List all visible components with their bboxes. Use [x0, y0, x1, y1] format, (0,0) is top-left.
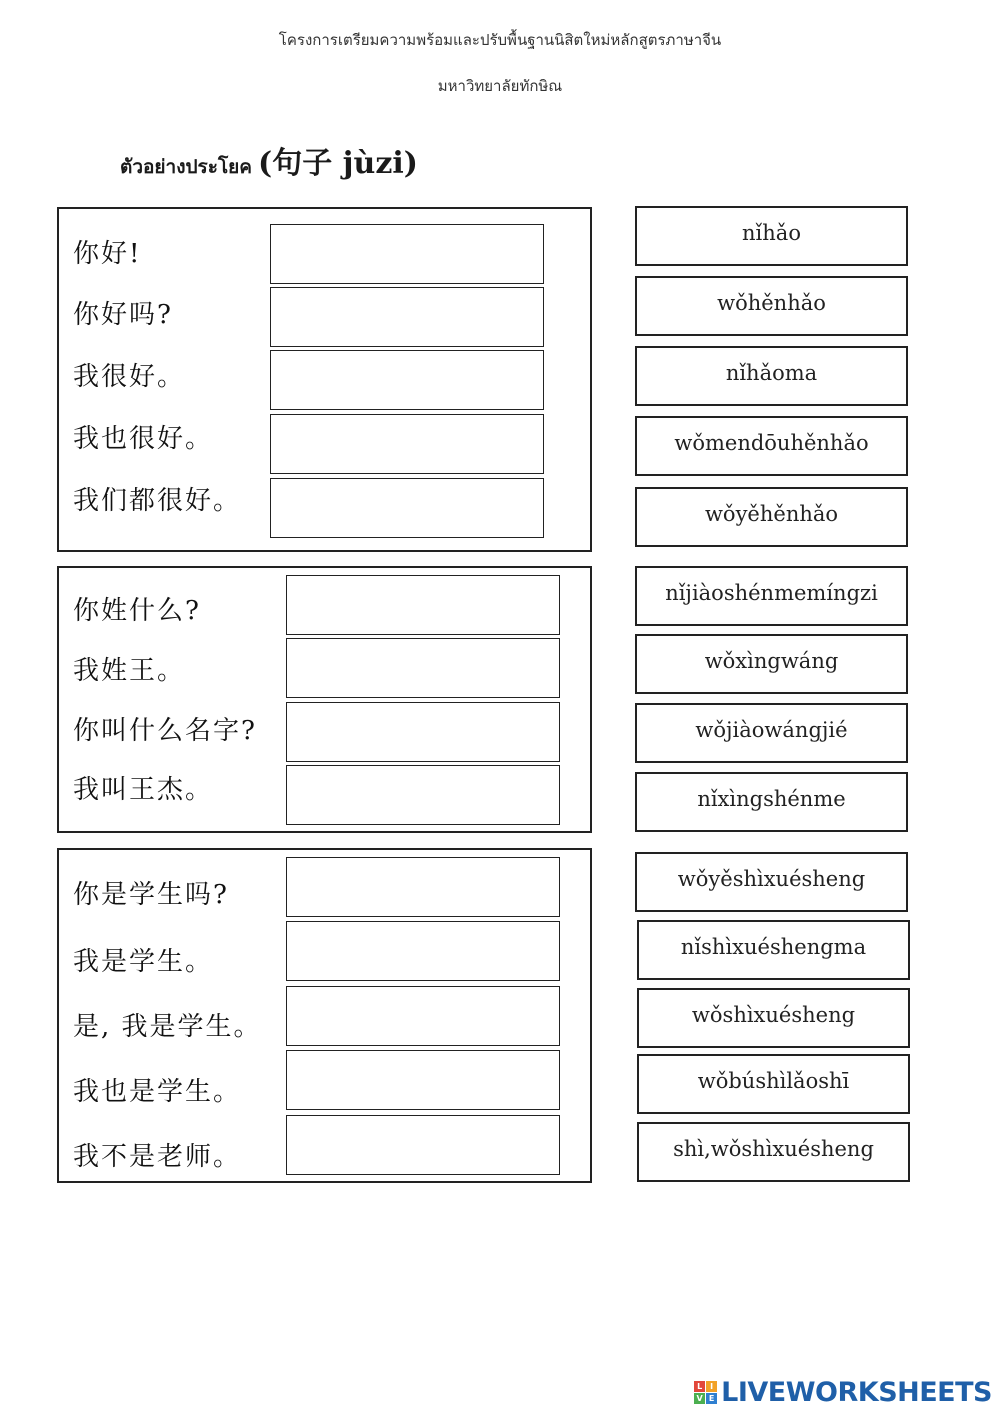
answer-drop-box[interactable]: [270, 287, 544, 347]
sentence: 我姓王。: [73, 656, 186, 686]
pinyin-card[interactable]: wǒyěshìxuésheng: [635, 852, 908, 912]
sentence: 我很好。: [73, 362, 186, 392]
pinyin-card[interactable]: wǒhěnhǎo: [635, 276, 908, 336]
answer-drop-box[interactable]: [286, 765, 560, 825]
answer-drop-box[interactable]: [270, 224, 544, 284]
answer-drop-box[interactable]: [286, 986, 560, 1046]
pinyin-card[interactable]: wǒxìngwáng: [635, 634, 908, 694]
sentence: 你是学生吗?: [73, 880, 229, 910]
sentence: 是, 我是学生。: [73, 1012, 262, 1042]
pinyin-card[interactable]: nǐshìxuéshengma: [637, 920, 910, 980]
answer-drop-box[interactable]: [286, 921, 560, 981]
sentence: 我叫王杰。: [73, 775, 214, 805]
header-program-title: โครงการเตรียมความพร้อมและปรับพื้นฐานนิสิตใหม่หลักสูตรภาษาจีน: [278, 31, 722, 49]
sentence: 你好!: [73, 239, 142, 269]
liveworksheets-logo-icon: [694, 1381, 717, 1404]
pinyin-card[interactable]: nǐhǎo: [635, 206, 908, 266]
sentence: 我也是学生。: [73, 1077, 242, 1107]
logo-letter: L: [694, 1381, 705, 1392]
sentence: 你好吗?: [73, 300, 173, 330]
title-thai: ตัวอย่างประโยค: [120, 156, 253, 178]
title-chinese: (句子 jùzi): [258, 146, 418, 181]
answer-drop-box[interactable]: [286, 857, 560, 917]
answer-drop-box[interactable]: [286, 638, 560, 698]
answer-drop-box[interactable]: [270, 478, 544, 538]
pinyin-card[interactable]: wǒmendōuhěnhǎo: [635, 416, 908, 476]
answer-drop-box[interactable]: [286, 1115, 560, 1175]
pinyin-card[interactable]: nǐhǎoma: [635, 346, 908, 406]
answer-drop-box[interactable]: [286, 702, 560, 762]
sentence: 我也很好。: [73, 424, 214, 454]
sentence: 我是学生。: [73, 947, 214, 977]
brand-text: LIVEWORKSHEETS: [721, 1376, 992, 1408]
sentence: 我不是老师。: [73, 1142, 242, 1172]
pinyin-card[interactable]: nǐxìngshénme: [635, 772, 908, 832]
sentence: 我们都很好。: [73, 486, 242, 516]
pinyin-card[interactable]: wǒyěhěnhǎo: [635, 487, 908, 547]
logo-letter: E: [706, 1393, 717, 1404]
sentence: 你姓什么?: [73, 596, 201, 626]
sentence: 你叫什么名字?: [73, 716, 257, 746]
page-title: [120, 138, 418, 182]
logo-letter: V: [694, 1393, 705, 1404]
answer-drop-box[interactable]: [286, 1050, 560, 1110]
answer-drop-box[interactable]: [286, 575, 560, 635]
pinyin-card[interactable]: wǒbúshìlǎoshī: [637, 1054, 910, 1114]
pinyin-card[interactable]: wǒshìxuésheng: [637, 988, 910, 1048]
pinyin-card[interactable]: shì,wǒshìxuésheng: [637, 1122, 910, 1182]
answer-drop-box[interactable]: [270, 414, 544, 474]
pinyin-card[interactable]: nǐjiàoshénmemíngzi: [635, 566, 908, 626]
header-university: มหาวิทยาลัยทักษิณ: [437, 77, 563, 95]
liveworksheets-brand: [694, 1374, 992, 1410]
logo-letter: I: [706, 1381, 717, 1392]
answer-drop-box[interactable]: [270, 350, 544, 410]
pinyin-card[interactable]: wǒjiàowángjié: [635, 703, 908, 763]
